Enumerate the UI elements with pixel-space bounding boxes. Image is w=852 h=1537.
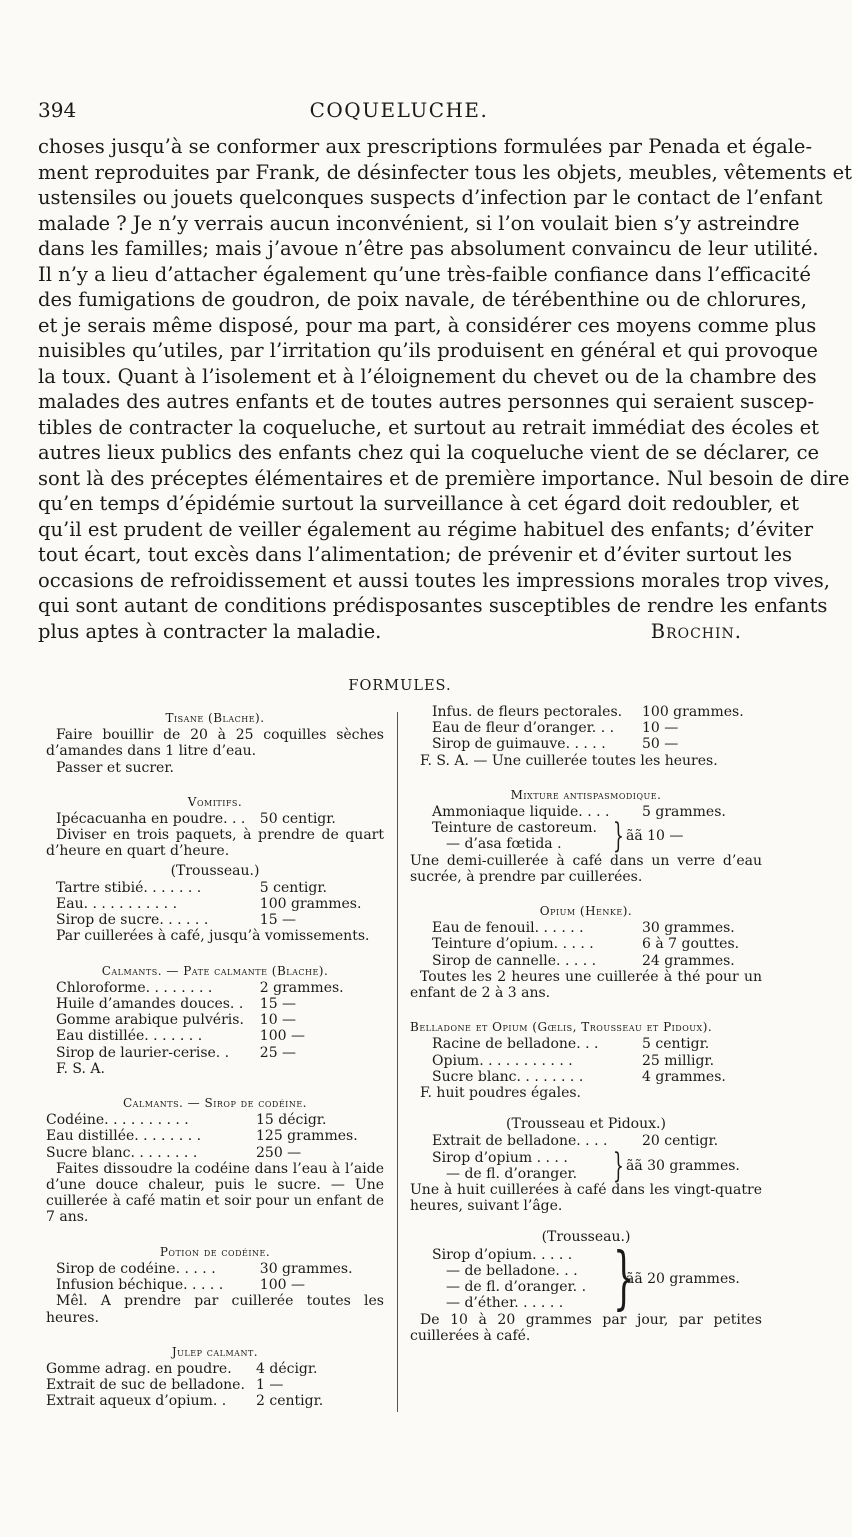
ingredient-amount: 30 grammes. — [642, 920, 735, 937]
ingredient-row — [46, 1028, 384, 1044]
formula-title-mixture: Mixture antispasmodique. — [510, 787, 662, 802]
ingredient-name: — de fl. d’oranger. — [446, 1165, 578, 1182]
ingredient-name: Extrait aqueux d’opium. . — [46, 1393, 227, 1410]
ingredient-amount: 250 — — [256, 1144, 302, 1161]
ingredient-name: Eau. . . . . . . . . . . — [56, 896, 178, 913]
body-line: des fumigations de goudron, de poix navale, de térébenthine ou de chlorures, — [38, 288, 807, 311]
brace-icon: } — [613, 816, 624, 857]
ingredient-name: Gomme adrag. en poudre. — [46, 1360, 232, 1377]
ingredient-row — [46, 880, 384, 896]
ingredient-amount: 100 — — [259, 1277, 305, 1294]
ingredient-amount: 15 — — [259, 912, 297, 929]
formula-author: (Trousseau.) — [170, 862, 260, 879]
ingredient-row — [410, 736, 762, 752]
running-title: COQUELUCHE. — [309, 98, 489, 122]
ingredient-row — [46, 1277, 384, 1293]
body-line: autres lieux publics des enfants chez qui la coqueluche vient de se déclarer, ce — [38, 441, 820, 464]
ingredient-name: Eau distillée. . . . . . . — [56, 1028, 203, 1045]
ingredient-row — [410, 920, 762, 936]
body-line: nuisibles qu’utiles, par l’irritation qu’ils produisent en général et qui provoque — [38, 339, 818, 362]
formula-text: Par cuillerées à café, jusqu’à vomissements. — [56, 928, 370, 945]
ingredient-row — [46, 1261, 384, 1277]
ingredient-name: Teinture de castoreum. — [432, 820, 597, 837]
ingredient-row — [410, 1133, 762, 1149]
formula-title-sirop-codeine: Calmants. — Sirop de codéine. — [123, 1096, 307, 1111]
ingredient-name: Sirop d’opium . . . . — [432, 1149, 568, 1166]
ingredient-name: Sirop de laurier-cerise. . — [56, 1044, 230, 1061]
formula-title-pate: Calmants. — Pate calmante (Blache). — [101, 963, 329, 978]
body-line: qui sont autant de conditions prédisposantes susceptibles de rendre les enfants — [38, 594, 828, 617]
page-number: 394 — [38, 98, 77, 122]
body-line: tibles de contracter la coqueluche, et surtout au retrait immédiat des écoles et — [38, 415, 819, 439]
ingredient-row — [46, 980, 384, 996]
ingredient-row — [46, 896, 384, 912]
formula-text: F. S. A. — [56, 1060, 105, 1077]
ingredient-name: Opium. . . . . . . . . . . — [432, 1052, 573, 1069]
ingredient-row — [410, 936, 762, 952]
body-line: qu’il est prudent de veiller également au régime habituel des enfants; d’éviter — [38, 517, 814, 541]
ingredient-amount: 100 grammes. — [642, 704, 744, 720]
ingredient-name: Sirop de guimauve. . . . . — [432, 736, 606, 753]
ingredient-row — [46, 912, 384, 928]
ingredient-name: Racine de belladone. . . — [432, 1036, 599, 1053]
ingredient-row — [410, 1069, 762, 1085]
formula-title-potion: Potion de codéine. — [159, 1244, 271, 1259]
ingredient-row — [46, 1112, 384, 1128]
ingredient-name: Sirop de cannelle. . . . . — [432, 952, 597, 969]
formula-text: F. S. A. — Une cuillerée toutes les heures. — [420, 752, 718, 769]
body-last-line — [38, 619, 762, 645]
formula-author: (Trousseau et Pidoux.) — [506, 1116, 666, 1133]
ingredient-row — [46, 1377, 384, 1393]
formula-title-opium: Opium (Henke). — [539, 904, 633, 919]
ingredient-name: Eau de fleur d’oranger. . . — [432, 720, 615, 737]
ingredient-amount: 24 grammes. — [642, 952, 735, 969]
ingredient-name: Extrait de suc de belladone. — [46, 1377, 245, 1394]
ingredient-amount: 25 milligr. — [642, 1052, 715, 1069]
formula-text: Une à huit cuillerées à café dans les vingt-quatre heures, suivant l’âge. — [410, 1182, 762, 1215]
body-line: ustensiles ou jouets quelconques suspects d’infection par le contact de l’enfant — [38, 186, 823, 209]
ingredient-amount: 50 — — [642, 736, 679, 753]
ingredient-group — [410, 816, 762, 857]
ingredient-amount: 25 — — [259, 1044, 297, 1061]
ingredient-amount: 100 — — [259, 1028, 305, 1045]
formula-title-belladone: Belladone et Opium (Gœlis, Trousseau et Pidoux). — [410, 1020, 713, 1035]
body-line: et je serais même disposé, pour ma part, à considérer ces moyens comme plus — [38, 313, 817, 337]
ingredient-amount: 5 grammes. — [642, 804, 726, 821]
formula-text: De 10 à 20 grammes par jour, par petites cuillerées à café. — [410, 1311, 762, 1344]
formula-text: Faire bouillir de 20 à 25 coquilles sèches d’amandes dans 1 litre d’eau. — [46, 727, 384, 760]
ingredient-amount: 15 décigr. — [256, 1112, 327, 1129]
ingredient-name: Tartre stibié. . . . . . . — [56, 879, 202, 896]
ingredient-row — [46, 1012, 384, 1028]
column-divider — [397, 712, 398, 1412]
formula-text: Une demi-cuillerée à café dans un verre d’eau sucrée, à prendre par cuillerées. — [410, 852, 762, 885]
ingredient-group — [410, 1145, 762, 1186]
ingredient-name: — d’éther. . . . . . — [446, 1295, 564, 1312]
ingredient-amount: 6 à 7 gouttes. — [642, 936, 740, 953]
ingredient-row — [46, 811, 384, 827]
ingredient-name: Sucre blanc. . . . . . . . — [432, 1068, 584, 1085]
ingredient-name: Eau distillée. . . . . . . . — [46, 1128, 202, 1145]
ingredient-name: — de fl. d’oranger. . — [446, 1279, 587, 1296]
ingredient-amount: 50 centigr. — [259, 811, 336, 828]
ingredient-name: Ammoniaque liquide. . . . — [432, 804, 610, 821]
ingredient-name: Huile d’amandes douces. . — [56, 996, 244, 1013]
ingredient-amount: 5 centigr. — [642, 1036, 710, 1053]
formula-text: Faites dissoudre la codéine dans l’eau à l’aide d’une douce chaleur, puis le sucre. — Une cuillerée à café matin et soir pour un enfant de 7 ans. — [46, 1160, 384, 1226]
ingredient-amount: 2 grammes. — [259, 979, 344, 996]
ingredient-amount: 4 grammes. — [642, 1068, 726, 1085]
formulas-left-column — [46, 704, 384, 1410]
body-line: tout écart, tout excès dans l’alimentation; de prévenir et d’éviter surtout les — [38, 543, 793, 566]
body-line: Il n’y a lieu d’attacher également qu’une très-faible confiance dans l’efficacité — [38, 262, 811, 286]
brace-icon: } — [613, 1145, 624, 1186]
ingredient-row — [46, 1128, 384, 1144]
ingredient-amount: 5 centigr. — [259, 879, 327, 896]
ingredient-row — [410, 953, 762, 969]
formula-text: Passer et sucrer. — [56, 759, 174, 776]
ingredient-name: Sucre blanc. . . . . . . . — [46, 1144, 198, 1161]
ingredient-name: Teinture d’opium. . . . . — [432, 936, 594, 953]
body-line: dans les familles; mais j’avoue n’être pas absolument convaincu de leur utilité. — [38, 237, 819, 260]
formula-title-vomitifs: Vomitifs. — [187, 794, 243, 809]
body-line: qu’en temps d’épidémie surtout la surveillance à cet égard doit redoubler, et — [38, 492, 799, 515]
ingredient-amount: ãã 20 grammes. — [626, 1270, 740, 1287]
body-last-line-text: plus aptes à contracter la maladie. — [38, 619, 382, 643]
formula-text: Diviser en trois paquets, à prendre de quart d’heure en quart d’heure. — [46, 827, 384, 860]
ingredient-amount: ãã 30 grammes. — [626, 1157, 740, 1174]
body-line: sont là des préceptes élémentaires et de première importance. Nul besoin de dire — [38, 466, 850, 490]
ingredient-name: Sirop d’opium. . . . . — [432, 1246, 573, 1263]
ingredient-name: Extrait de belladone. . . . — [432, 1133, 608, 1150]
ingredient-name: Codéine. . . . . . . . . . — [46, 1112, 189, 1129]
formula-author: (Trousseau.) — [541, 1229, 631, 1246]
ingredient-amount: 4 décigr. — [256, 1360, 318, 1377]
ingredient-name: Ipécacuanha en poudre. . . — [56, 811, 246, 828]
ingredient-row — [46, 1361, 384, 1377]
ingredient-row — [46, 1045, 384, 1061]
body-line: malade ? Je n’y verrais aucun inconvénient, si l’on voulait bien s’y astreindre — [38, 211, 800, 235]
ingredient-row — [410, 720, 762, 736]
ingredient-amount: 20 centigr. — [642, 1133, 719, 1150]
ingredient-amount: 125 grammes. — [256, 1128, 358, 1145]
ingredient-amount: 15 — — [259, 996, 297, 1013]
brace-icon: } — [613, 1239, 635, 1319]
ingredient-row — [410, 1053, 762, 1069]
ingredient-row — [410, 1036, 762, 1052]
page-header — [38, 98, 760, 128]
ingredient-name: Gomme arabique pulvéris. — [56, 1012, 244, 1029]
body-line: malades des autres enfants et de toutes autres personnes qui seraient suscep- — [38, 390, 815, 413]
formula-title-julep: Julep calmant. — [171, 1344, 259, 1359]
ingredient-row — [46, 996, 384, 1012]
ingredient-amount: 2 centigr. — [256, 1393, 324, 1410]
ingredient-row — [46, 1393, 384, 1409]
formula-title-tisane: Tisane (Blache). — [165, 711, 265, 725]
ingredient-name: Chloroforme. . . . . . . . — [56, 979, 213, 996]
ingredient-name: Infusion béchique. . . . . — [56, 1277, 224, 1294]
formulas-right-column — [410, 704, 762, 1344]
body-text — [38, 134, 852, 644]
ingredient-row — [410, 704, 762, 720]
formula-text: Mêl. A prendre par cuillerée toutes les heures. — [46, 1293, 384, 1326]
formula-text: F. huit poudres égales. — [420, 1085, 581, 1102]
ingredient-row — [46, 1145, 384, 1161]
author-signature: Brochin. — [650, 619, 742, 643]
formules-title: FORMULES. — [348, 678, 452, 694]
ingredient-name: Eau de fenouil. . . . . . — [432, 920, 584, 937]
ingredient-amount: 1 — — [256, 1377, 284, 1394]
formula-text: Toutes les 2 heures une cuillerée à thé pour un enfant de 2 à 3 ans. — [410, 968, 762, 1002]
body-line: occasions de refroidissement et aussi toutes les impressions morales trop vives, — [38, 568, 830, 592]
ingredient-amount: 10 — — [642, 720, 679, 737]
body-line: choses jusqu’à se conformer aux prescriptions formulées par Penada et égale- — [38, 135, 813, 158]
ingredient-group — [410, 1239, 762, 1319]
body-line: ment reproduites par Frank, de désinfecter tous les objets, meubles, vêtements et — [38, 160, 852, 184]
body-line: la toux. Quant à l’isolement et à l’éloignement du chevet ou de la chambre des — [38, 364, 817, 388]
ingredient-name: — d’asa fœtida . — [446, 836, 562, 853]
ingredient-amount: 30 grammes. — [259, 1260, 353, 1277]
ingredient-name: Sirop de codéine. . . . . — [56, 1260, 216, 1277]
ingredient-name: — de belladone. . . — [446, 1262, 578, 1279]
ingredient-row — [410, 804, 762, 820]
ingredient-name: Sirop de sucre. . . . . . — [56, 912, 209, 929]
ingredient-amount: ãã 10 — — [626, 828, 684, 845]
ingredient-name: Infus. de fleurs pectorales. — [432, 704, 623, 720]
ingredient-amount: 10 — — [259, 1012, 297, 1029]
ingredient-amount: 100 grammes. — [259, 896, 362, 913]
